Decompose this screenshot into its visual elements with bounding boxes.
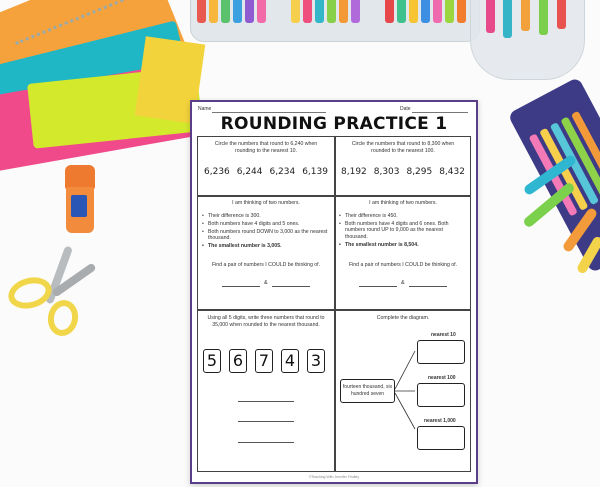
- question-2: [335, 137, 471, 195]
- digit-card: 6: [229, 349, 247, 373]
- answer-line[interactable]: [238, 442, 294, 443]
- question-1: [198, 137, 334, 195]
- answer-line[interactable]: [222, 286, 260, 287]
- number-choice[interactable]: 8,303: [373, 167, 400, 177]
- pen: [486, 0, 495, 33]
- answer-box[interactable]: [417, 340, 465, 364]
- clue: • Both numbers have 4 digits and 6 ones. Both numbers round UP to 9,000 as the nearest thousand.: [339, 221, 465, 241]
- footer-credit: ©Teaching With Jennifer Findley: [308, 475, 360, 479]
- number-choice[interactable]: 6,244: [236, 167, 263, 177]
- answer-line[interactable]: [272, 286, 310, 287]
- marker-cup: [470, 0, 585, 80]
- start-number-text: fourteen thousand, six hundred seven: [342, 384, 393, 397]
- number-choice[interactable]: 6,139: [302, 167, 328, 177]
- pen: [445, 0, 454, 23]
- branch-label: nearest 1,000: [424, 418, 456, 424]
- question-3-intro: I am thinking of two numbers.: [232, 200, 300, 206]
- number-choice[interactable]: 6,234: [269, 167, 296, 177]
- scissors-handle: [45, 298, 81, 339]
- question-4-clues: [339, 213, 465, 250]
- glue-stick-label: [71, 195, 87, 217]
- pen: [245, 0, 254, 23]
- pen: [291, 0, 300, 23]
- pen: [421, 0, 430, 23]
- pen: [257, 0, 266, 23]
- clue: • Their difference is 300.: [202, 213, 328, 220]
- question-6: [335, 311, 471, 471]
- question-1-instruction: Circle the numbers that round to 6,240 when rounding to the nearest 10.: [214, 141, 318, 154]
- pen-bin: [190, 0, 480, 42]
- answer-line[interactable]: [359, 286, 397, 287]
- number-choice[interactable]: 8,192: [341, 167, 367, 177]
- question-6-instruction: Complete the diagram.: [376, 315, 430, 321]
- connector-line: [395, 351, 415, 389]
- worksheet: [190, 100, 478, 484]
- number-choice[interactable]: 6,236: [204, 167, 230, 177]
- clue: • The smallest number is 3,005.: [202, 243, 328, 250]
- branch-label: nearest 100: [428, 375, 456, 381]
- question-grid: [197, 136, 471, 472]
- question-3-prompt: Find a pair of numbers I COULD be thinking of.: [211, 262, 321, 268]
- question-4-intro: I am thinking of two numbers.: [369, 200, 437, 206]
- number-choice[interactable]: 8,295: [406, 167, 433, 177]
- question-4-prompt: Find a pair of numbers I COULD be thinking of.: [348, 262, 458, 268]
- pen: [197, 0, 206, 23]
- question-2-numbers: [341, 169, 465, 176]
- answer-box[interactable]: [417, 383, 465, 407]
- glue-stick-cap: [65, 165, 95, 189]
- clue: • The smallest number is 8,504.: [339, 242, 465, 249]
- name-line[interactable]: [212, 112, 326, 113]
- pen: [503, 0, 512, 38]
- clue: • Their difference is 450.: [339, 213, 465, 220]
- answer-line[interactable]: [409, 286, 447, 287]
- pen: [351, 0, 360, 23]
- clue: • Both numbers have 4 digits and 5 ones.: [202, 221, 328, 228]
- question-4: [335, 197, 471, 309]
- digit-card: 4: [281, 349, 299, 373]
- pen: [521, 0, 530, 31]
- question-5: [198, 311, 334, 471]
- answer-line[interactable]: [238, 401, 294, 402]
- pen: [303, 0, 312, 23]
- connector-line: [395, 393, 415, 429]
- digit-card: 7: [255, 349, 273, 373]
- date-line[interactable]: [412, 112, 468, 113]
- pen: [233, 0, 242, 23]
- question-3-clues: [202, 213, 328, 251]
- answer-box[interactable]: [417, 426, 465, 450]
- pen: [397, 0, 406, 23]
- question-2-instruction: Circle the numbers that round to 8,300 when rounded to the nearest 100.: [351, 141, 455, 154]
- pen: [385, 0, 394, 23]
- pen: [221, 0, 230, 23]
- pen: [315, 0, 324, 23]
- pen: [539, 0, 548, 35]
- digit-card: 3: [307, 349, 325, 373]
- date-label: Date: [400, 106, 411, 112]
- question-5-instruction: Using all 5 digits, write three numbers that round to 35,000 when rounded to the nearest thousand.: [207, 315, 325, 328]
- digit-card: 5: [203, 349, 221, 373]
- ampersand: &: [264, 280, 268, 286]
- name-label: Name: [198, 106, 212, 112]
- question-1-numbers: [204, 169, 328, 176]
- scissors-handle: [5, 273, 55, 313]
- question-3: [198, 197, 334, 309]
- pen: [557, 0, 566, 29]
- clue: • Both numbers round DOWN to 3,000 as the nearest thousand.: [202, 229, 328, 242]
- pen: [327, 0, 336, 23]
- pen: [409, 0, 418, 23]
- number-choice[interactable]: 8,432: [439, 167, 465, 177]
- pen: [457, 0, 466, 23]
- pen: [339, 0, 348, 23]
- ampersand: &: [401, 280, 405, 286]
- pen: [209, 0, 218, 23]
- page-title: ROUNDING PRACTICE 1: [220, 114, 448, 134]
- pen: [433, 0, 442, 23]
- answer-line[interactable]: [238, 421, 294, 422]
- branch-label: nearest 10: [431, 332, 456, 338]
- glue-stick: [65, 165, 95, 233]
